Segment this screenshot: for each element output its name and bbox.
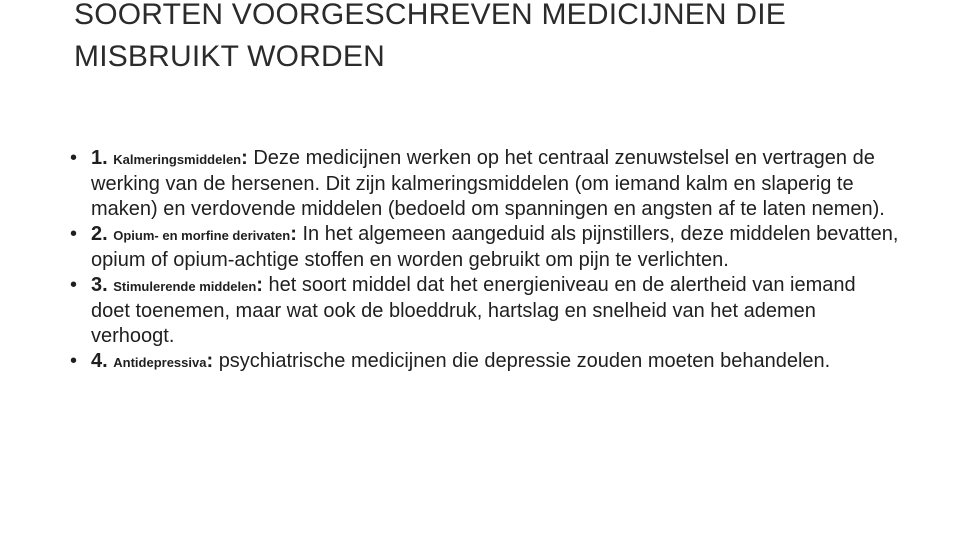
item-text: Deze medicijnen werken op het centraal zenuwstelsel en vertragen de werking van de hersenen. Dit zijn kalmeringsmiddelen (om iemand kalm en slaperig te maken) en verdovende middelen (bedoeld om spanningen en angsten af te laten nemen). [91, 147, 885, 220]
bullet-icon: • [70, 350, 78, 372]
item-number: 4. [91, 350, 108, 372]
item-number: 3. [91, 274, 108, 296]
item-text: psychiatrische medicijnen die depressie zouden moeten behandelen. [218, 350, 831, 372]
item-text: In het algemeen aangeduid als pijnstillers, deze middelen bevatten, opium of opium-achtige stoffen en worden gebruikt om pijn te verlichten. [91, 223, 899, 271]
bullet-list [70, 146, 900, 375]
bullet-icon: • [70, 223, 78, 245]
item-number: 2. [91, 223, 108, 245]
bullet-icon: • [70, 147, 78, 169]
list-item [70, 349, 900, 375]
item-term: Opium- en morfine derivaten [113, 228, 291, 243]
list-item [70, 222, 900, 273]
bullet-icon: • [70, 274, 78, 296]
item-term: Antidepressiva [113, 355, 207, 370]
list-item [70, 146, 900, 222]
item-term: Kalmeringsmiddelen [113, 152, 242, 167]
item-colon: : [290, 223, 297, 245]
item-colon: : [256, 274, 263, 296]
item-number: 1. [91, 147, 108, 169]
list-item [70, 273, 900, 349]
item-text: het soort middel dat het energieniveau en de alertheid van iemand doet toenemen, maar wat ook de bloeddruk, hartslag en snelheid van het ademen verhoogt. [91, 274, 856, 347]
item-colon: : [241, 147, 248, 169]
item-term: Stimulerende middelen [113, 279, 257, 294]
item-colon: : [206, 350, 214, 372]
slide-title: SOORTEN VOORGESCHREVEN MEDICIJNEN DIE MISBRUIKT WORDEN [74, 0, 786, 73]
